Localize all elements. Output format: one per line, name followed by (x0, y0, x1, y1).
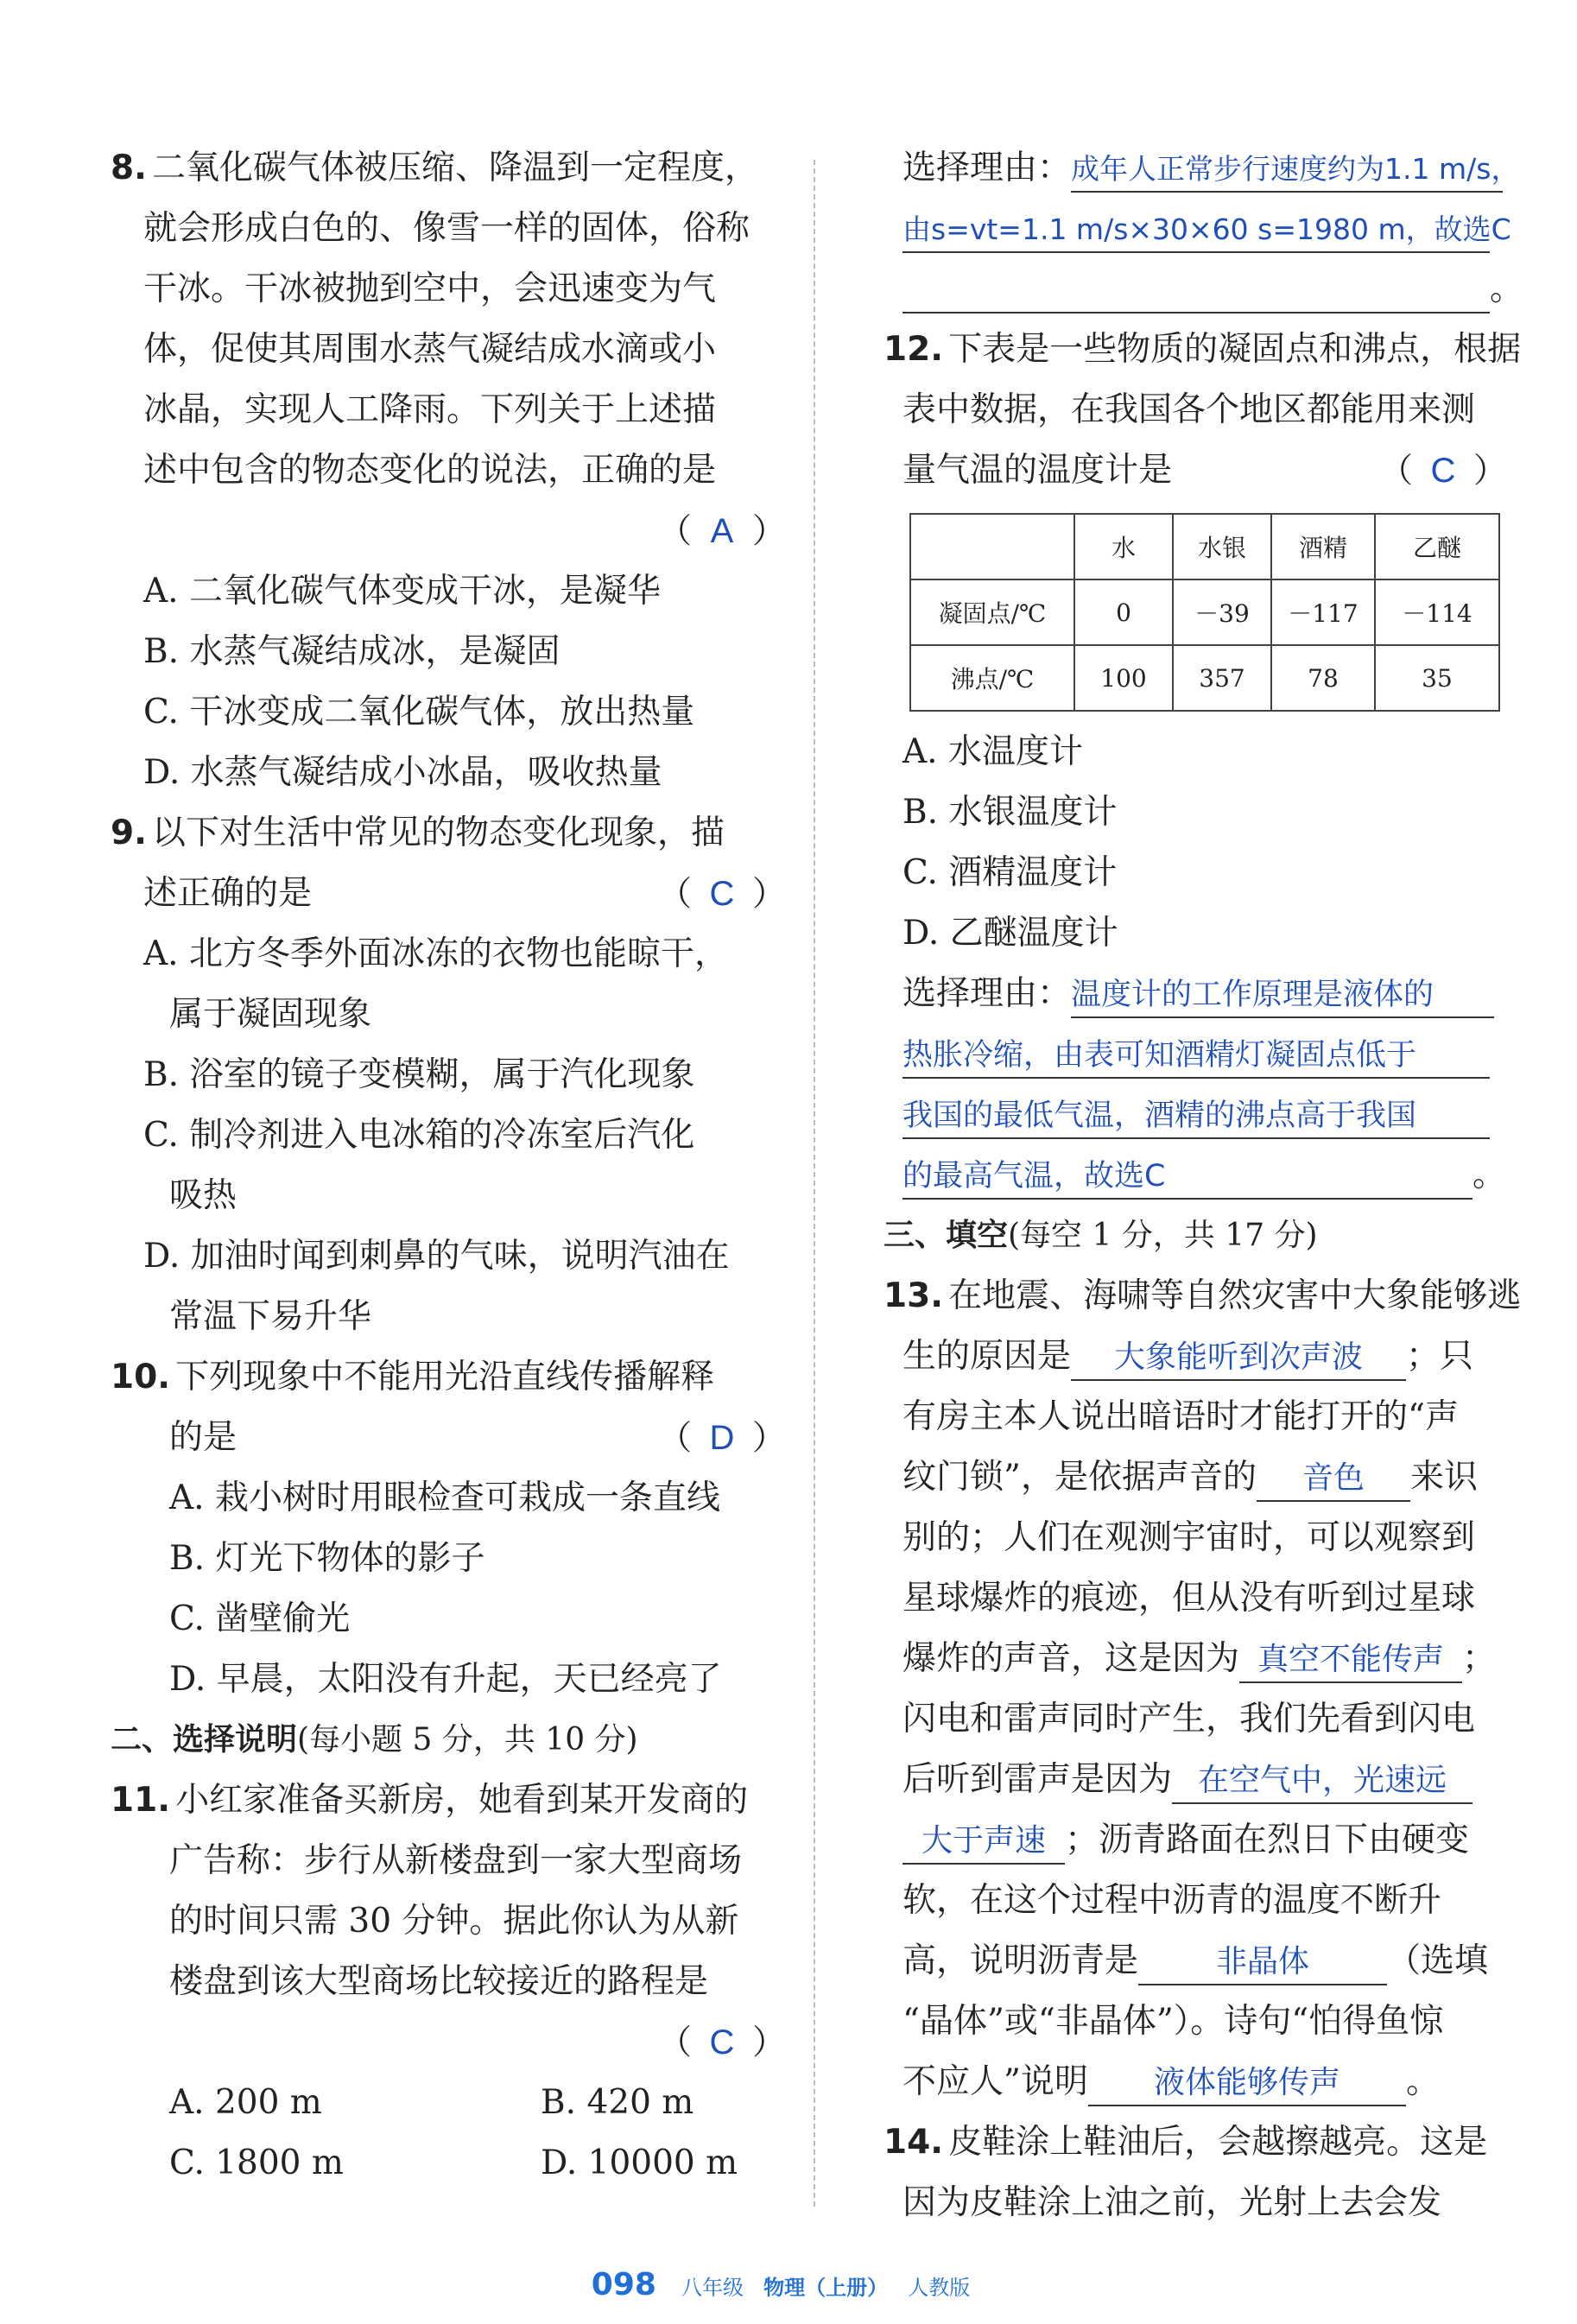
question-11 (111, 1770, 801, 2194)
table-cell: 0 (1074, 579, 1173, 645)
question-number: 12. (884, 330, 944, 369)
question-text: 在地震、海啸等自然灾害中大象能够逃 (948, 1276, 1522, 1315)
question-text: 下表是一些物质的凝固点和沸点，根据 (948, 330, 1522, 369)
section-2-heading: 二、选择说明(每小题 5 分，共 10 分) (111, 1722, 638, 1757)
table-cell: 78 (1271, 645, 1375, 711)
table-cell: －39 (1173, 579, 1271, 645)
option-c: C. 酒精温度计 (902, 853, 1118, 892)
table-header-row (910, 514, 1499, 579)
question-12: 12. 下表是一些物质的凝固点和沸点，根据 表中数据，在我国各个地区都能用来测 量气温的温度计是 （ C ） 水 水银 酒精 乙醚 凝固点/℃ 0 －39 －117 －114 沸点/℃ 100 357 78 35 A. 水温度计 B. 水银温度计 C. 酒精温度计 D. 乙醚温度计 选择理由：温度计的工作原理是液体的 热胀冷缩，由表可知酒精灯凝固点低于 我国的最低气温，酒精的沸点高于我国 的最高气温，故选C 。 (902, 320, 1507, 1206)
handwritten-answer: C (709, 875, 735, 913)
grade-label: 八年级 (681, 2276, 744, 2300)
option-d: D. 乙醚温度计 (902, 914, 1118, 953)
fill-blank: 大象能听到次声波 (1071, 1336, 1406, 1381)
question-text: 下列现象中不能用光沿直线传播解释 (175, 1358, 715, 1396)
fill-blank: 真空不能传声 (1239, 1638, 1462, 1683)
question-text: 就会形成白色的、像雪一样的固体，俗称 (143, 209, 750, 248)
question-10 (111, 1347, 801, 1710)
question-14 (884, 2112, 1507, 2233)
option-a: A. 200 m (169, 2083, 322, 2122)
table-cell: 凝固点/℃ (910, 579, 1074, 645)
column-divider (814, 160, 815, 2207)
option-b: B. 水蒸气凝结成冰，是凝固 (143, 632, 560, 671)
option-c: C. 制冷剂进入电冰箱的冷冻室后汽化 (143, 1116, 695, 1155)
fill-blank: 大于声速 (902, 1820, 1065, 1865)
question-text: 楼盘到该大型商场比较接近的路程是 (169, 1962, 709, 2001)
question-9 (111, 803, 801, 1347)
handwritten-answer: C (709, 2023, 735, 2061)
question-text: 表中数据，在我国各个地区都能用来测 (902, 390, 1476, 429)
question-number: 8. (111, 149, 147, 187)
table-row (910, 579, 1499, 645)
page-footer (0, 2267, 1577, 2302)
page-number: 098 (591, 2267, 656, 2302)
option-a: A. 栽小树时用眼检查可栽成一条直线 (169, 1479, 720, 1517)
subject-label: 物理（上册） (763, 2276, 889, 2300)
question-text: 干冰。干冰被抛到空中，会迅速变为气 (143, 269, 717, 308)
answer-bracket: （ A ） (111, 501, 801, 561)
table-cell: 100 (1074, 645, 1173, 711)
option-b: B. 浴室的镜子变模糊，属于汽化现象 (143, 1055, 695, 1094)
option-b: B. 水银温度计 (902, 793, 1118, 832)
option-c: C. 干冰变成二氧化碳气体，放出热量 (143, 693, 695, 731)
option-c: C. 凿壁偷光 (169, 1599, 351, 1638)
question-text: 述中包含的物态变化的说法，正确的是 (143, 451, 717, 490)
fill-blank: 液体能够传声 (1088, 2061, 1406, 2106)
question-number: 11. (111, 1781, 171, 1820)
table-cell: 水银 (1173, 514, 1271, 579)
option-a-cont: 属于凝固现象 (169, 995, 372, 1034)
handwritten-answer: A (710, 512, 734, 550)
question-number: 9. (111, 814, 147, 852)
handwritten-answer: C (1430, 452, 1456, 490)
option-a: A. 北方冬季外面冰冻的衣物也能晾干， (143, 934, 728, 973)
reason-text: 由s=vt=1.1 m/s×30×60 s=1980 m，故选C (902, 208, 1490, 253)
option-b: B. 420 m (541, 2083, 694, 2122)
question-text: 以下对生活中常见的物态变化现象，描 (151, 814, 725, 852)
fill-blank: 非晶体 (1138, 1941, 1387, 1985)
option-d-cont: 常温下易升华 (169, 1297, 372, 1336)
table-cell: 乙醚 (1375, 514, 1499, 579)
table-cell (910, 514, 1074, 579)
question-text: 量气温的温度计是 （ C ） (902, 440, 1507, 501)
reason-text: 温度计的工作原理是液体的 (1071, 973, 1494, 1018)
option-d: D. 加油时闻到刺鼻的气味，说明汽油在 (143, 1237, 730, 1276)
question-text: 星球爆炸的痕迹，但从没有听到过星球 (902, 1579, 1476, 1618)
option-d: D. 水蒸气凝结成小冰晶，吸收热量 (143, 753, 662, 792)
question-text: 的是 （ D ） (111, 1408, 801, 1468)
option-c: C. 1800 m (169, 2144, 344, 2182)
right-column (884, 138, 1524, 2233)
reason-text: 成年人正常步行速度约为1.1 m/s， (1071, 148, 1503, 193)
question-13: 13. 在地震、海啸等自然灾害中大象能够逃 生的原因是 大象能听到次声波 ；只 有房主本人说出暗语时才能打开的“声 纹门锁”，是依据声音的 音色 来识 别的；人们在观测宇宙时，可以观察到 星球爆炸的痕迹，但从没有听到过星球 爆炸的声音，这是因为 真空不能传声 ； 闪电和雷声同时产生，我们先看到闪电 后听到雷声是因为 在空气中，光速远 大于声速 ；沥青路面在烈日下由硬变 软，在这个过程中沥青的温度不断升 高，说明沥青是 非晶体 （选填 “晶体”或“非晶体”）。诗句“怕得鱼惊 不应人”说明 液体能够传声 。 (902, 1266, 1507, 2112)
reason-label: 选择理由： (902, 149, 1072, 187)
table-cell: －117 (1271, 579, 1375, 645)
option-a: A. 水温度计 (902, 732, 1083, 771)
table-row (910, 645, 1499, 711)
table-cell: －114 (1375, 579, 1499, 645)
fill-blank: 在空气中，光速远 (1172, 1759, 1472, 1804)
table-cell: 35 (1375, 645, 1499, 711)
question-text: 皮鞋涂上鞋油后，会越擦越亮。这是 (948, 2123, 1488, 2162)
question-text: 的时间只需 30 分钟。据此你认为从新 (169, 1902, 739, 1941)
options-row-1 (111, 2073, 801, 2133)
question-text: “晶体”或“非晶体”）。诗句“怕得鱼惊 (902, 2002, 1444, 2041)
reason-blank-line (902, 269, 1490, 313)
section-3-heading: 三、填空(每空 1 分，共 17 分) (884, 1218, 1318, 1253)
option-d: D. 10000 m (541, 2144, 738, 2182)
question-text: 别的；人们在观测宇宙时，可以观察到 (902, 1518, 1476, 1557)
option-a: A. 二氧化碳气体变成干冰，是凝华 (143, 572, 661, 611)
fill-blank: 音色 (1257, 1457, 1410, 1502)
options-row-2 (111, 2133, 801, 2194)
q11-reason: 选择理由：成年人正常步行速度约为1.1 m/s， 由s=vt=1.1 m/s×30×60 s=1980 m，故选C 。 (902, 138, 1507, 320)
question-text: 有房主本人说出暗语时才能打开的“声 (902, 1397, 1459, 1436)
table-cell: 357 (1173, 645, 1271, 711)
question-number: 13. (884, 1276, 944, 1315)
question-text: 小红家准备买新房，她看到某开发商的 (175, 1781, 749, 1820)
question-text: 广告称：步行从新楼盘到一家大型商场 (169, 1841, 743, 1880)
question-text: 体，促使其周围水蒸气凝结成水滴或小 (143, 330, 717, 369)
reason-label: 选择理由： (902, 974, 1072, 1013)
edition-label: 人教版 (908, 2276, 971, 2300)
answer-bracket: （ C ） (111, 2012, 801, 2073)
question-text: 因为皮鞋涂上油之前，光射上去会发 (902, 2183, 1442, 2222)
question-number: 10. (111, 1358, 171, 1396)
handwritten-answer: D (709, 1419, 735, 1457)
question-text: 述正确的是 （ C ） (111, 864, 801, 924)
question-text: 软，在这个过程中沥青的温度不断升 (902, 1881, 1442, 1920)
reason-text: 热胀冷缩，由表可知酒精灯凝固点低于 (902, 1034, 1490, 1079)
option-b: B. 灯光下物体的影子 (169, 1539, 485, 1578)
question-8 (111, 138, 801, 803)
reason-text: 的最高气温，故选C (902, 1155, 1472, 1200)
table-cell: 酒精 (1271, 514, 1375, 579)
question-text: 闪电和雷声同时产生，我们先看到闪电 (902, 1700, 1476, 1738)
option-d: D. 早晨，太阳没有升起，天已经亮了 (169, 1660, 722, 1699)
data-table (909, 513, 1500, 712)
reason-text: 我国的最低气温，酒精的沸点高于我国 (902, 1094, 1490, 1139)
question-text: 二氧化碳气体被压缩、降温到一定程度， (151, 149, 758, 187)
table-cell: 沸点/℃ (910, 645, 1074, 711)
question-number: 14. (884, 2123, 944, 2162)
option-c-cont: 吸热 (169, 1176, 238, 1215)
table-cell: 水 (1074, 514, 1173, 579)
left-column (111, 138, 801, 2194)
question-text: 冰晶，实现人工降雨。下列关于上述描 (143, 390, 717, 429)
